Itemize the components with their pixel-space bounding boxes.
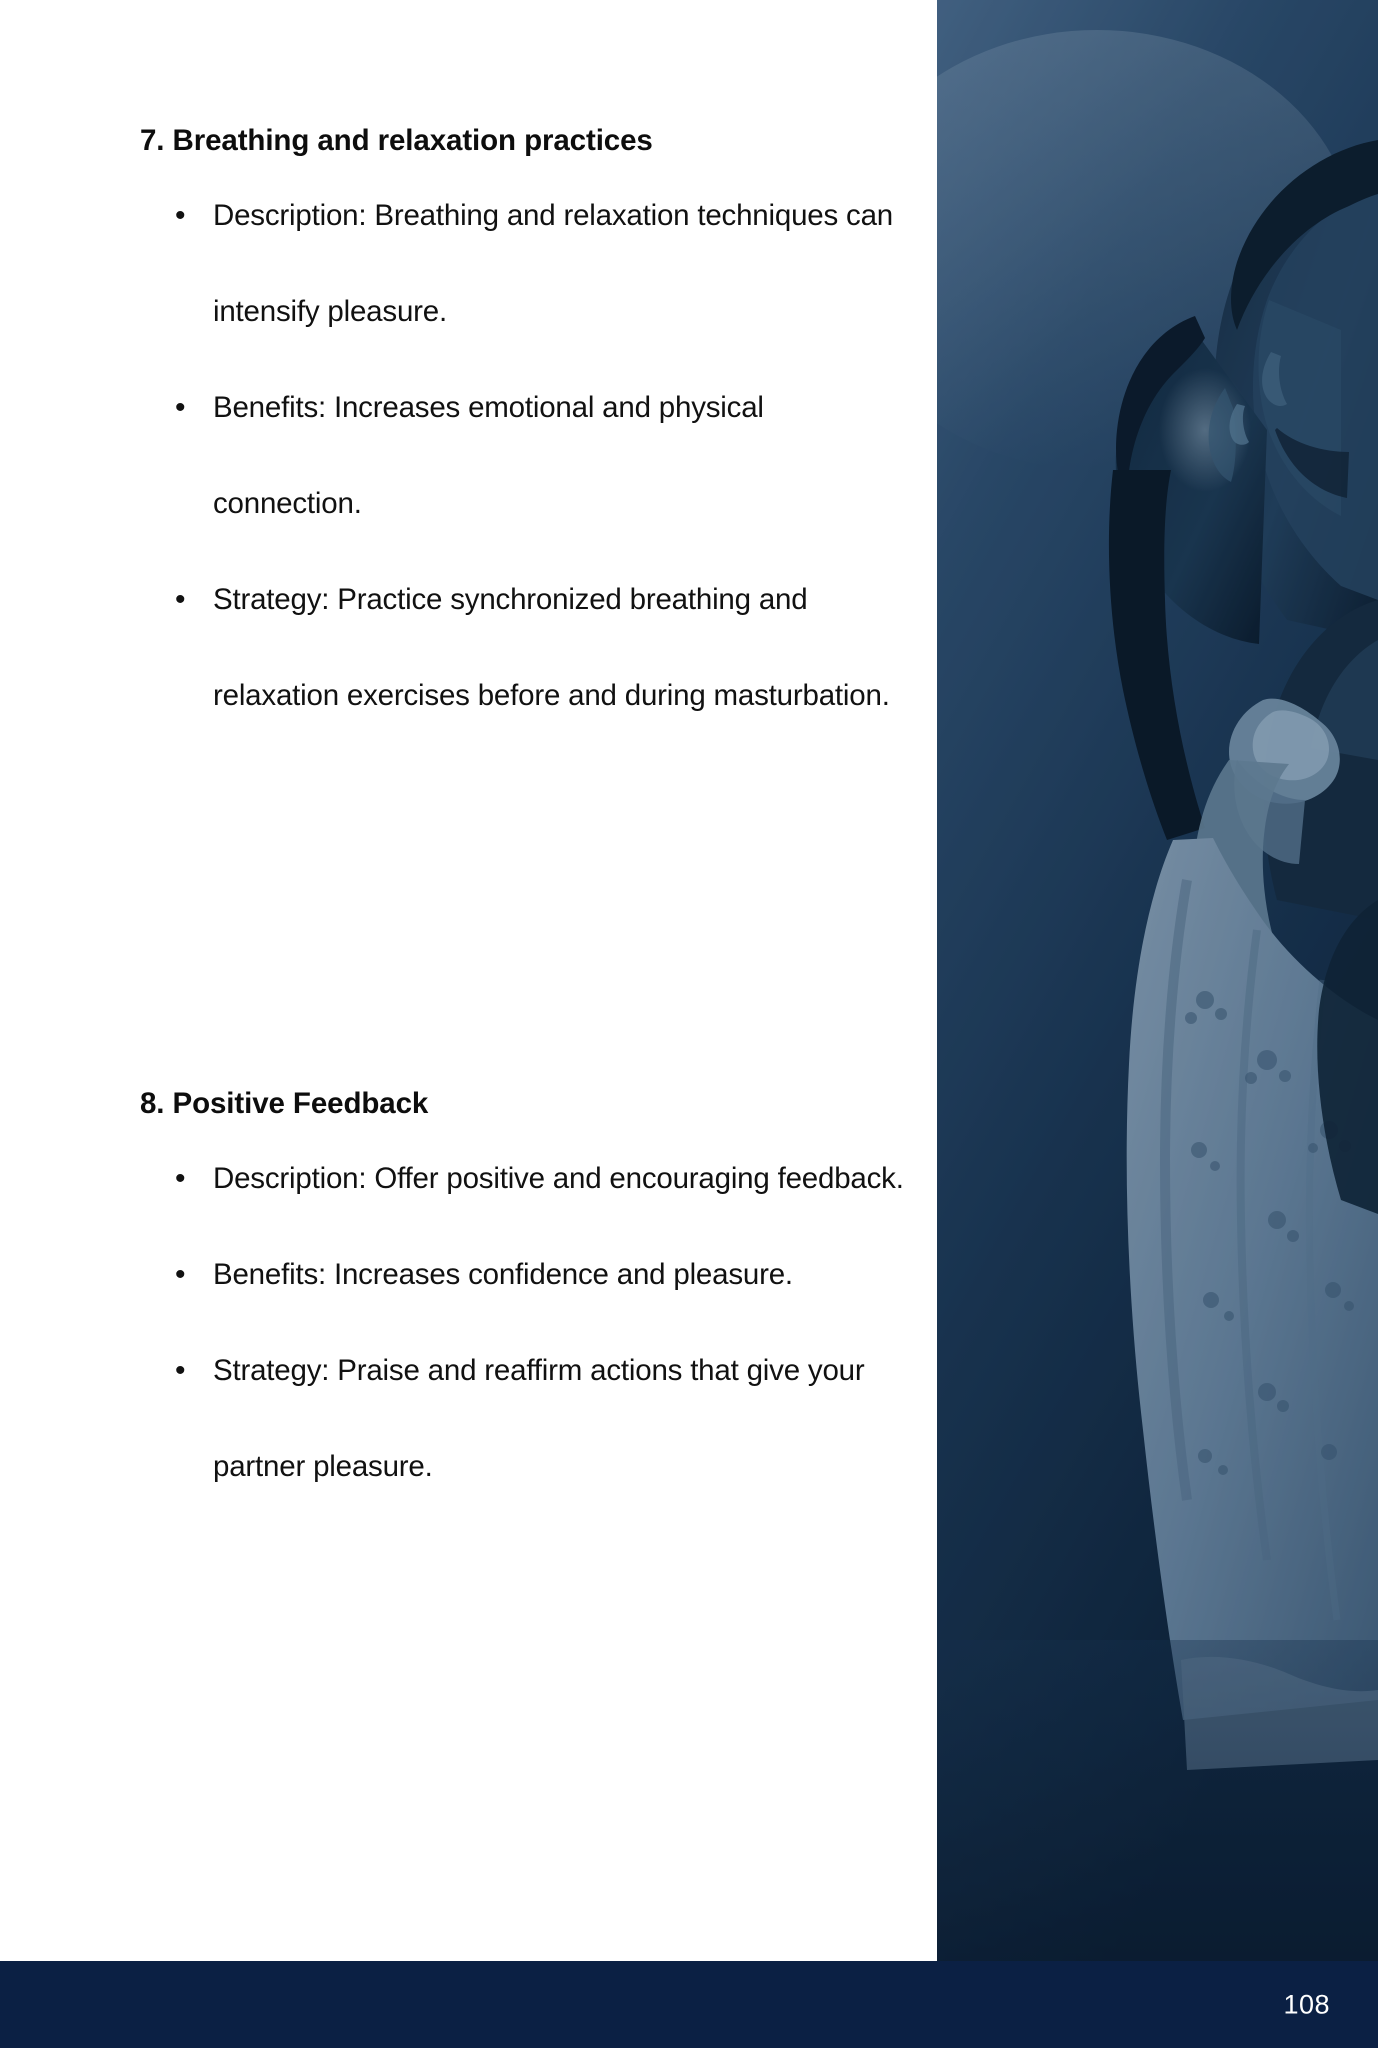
list-item — [0, 1131, 937, 1227]
list-item-text: Strategy: Praise and reaffirm actions that give your partner pleasure. — [213, 1354, 865, 1484]
list-item — [0, 168, 937, 360]
list-item-text: Description: Breathing and relaxation techniques can intensify pleasure. — [213, 199, 893, 329]
section-heading: 7. Breathing and relaxation practices — [140, 124, 653, 157]
list-item-text: Description: Offer positive and encouraging feedback. — [213, 1162, 904, 1196]
list-item — [0, 1323, 937, 1515]
bullet-icon: • — [175, 583, 186, 617]
page-footer — [0, 1961, 1378, 2048]
bullet-list — [0, 168, 937, 744]
bullet-icon: • — [175, 391, 186, 425]
bullet-list — [0, 1131, 937, 1515]
list-item-text: Strategy: Practice synchronized breathing and relaxation exercises before and during masturbation. — [213, 583, 890, 713]
list-item-text: Benefits: Increases emotional and physical connection. — [213, 391, 764, 521]
list-item — [0, 1227, 937, 1323]
couple-photo-illustration — [937, 0, 1378, 1961]
list-item — [0, 552, 937, 744]
bullet-icon: • — [175, 1162, 186, 1196]
section-heading: 8. Positive Feedback — [140, 1087, 429, 1120]
list-item-text: Benefits: Increases confidence and pleasure. — [213, 1258, 793, 1292]
bullet-icon: • — [175, 1258, 186, 1292]
list-item — [0, 360, 937, 552]
section-positive-feedback — [0, 1085, 937, 1515]
section-breathing-and-relaxation — [0, 122, 937, 744]
page-number: 108 — [1283, 1989, 1330, 2019]
bullet-icon: • — [175, 199, 186, 233]
bullet-icon: • — [175, 1354, 186, 1388]
decorative-photo — [937, 0, 1378, 1961]
